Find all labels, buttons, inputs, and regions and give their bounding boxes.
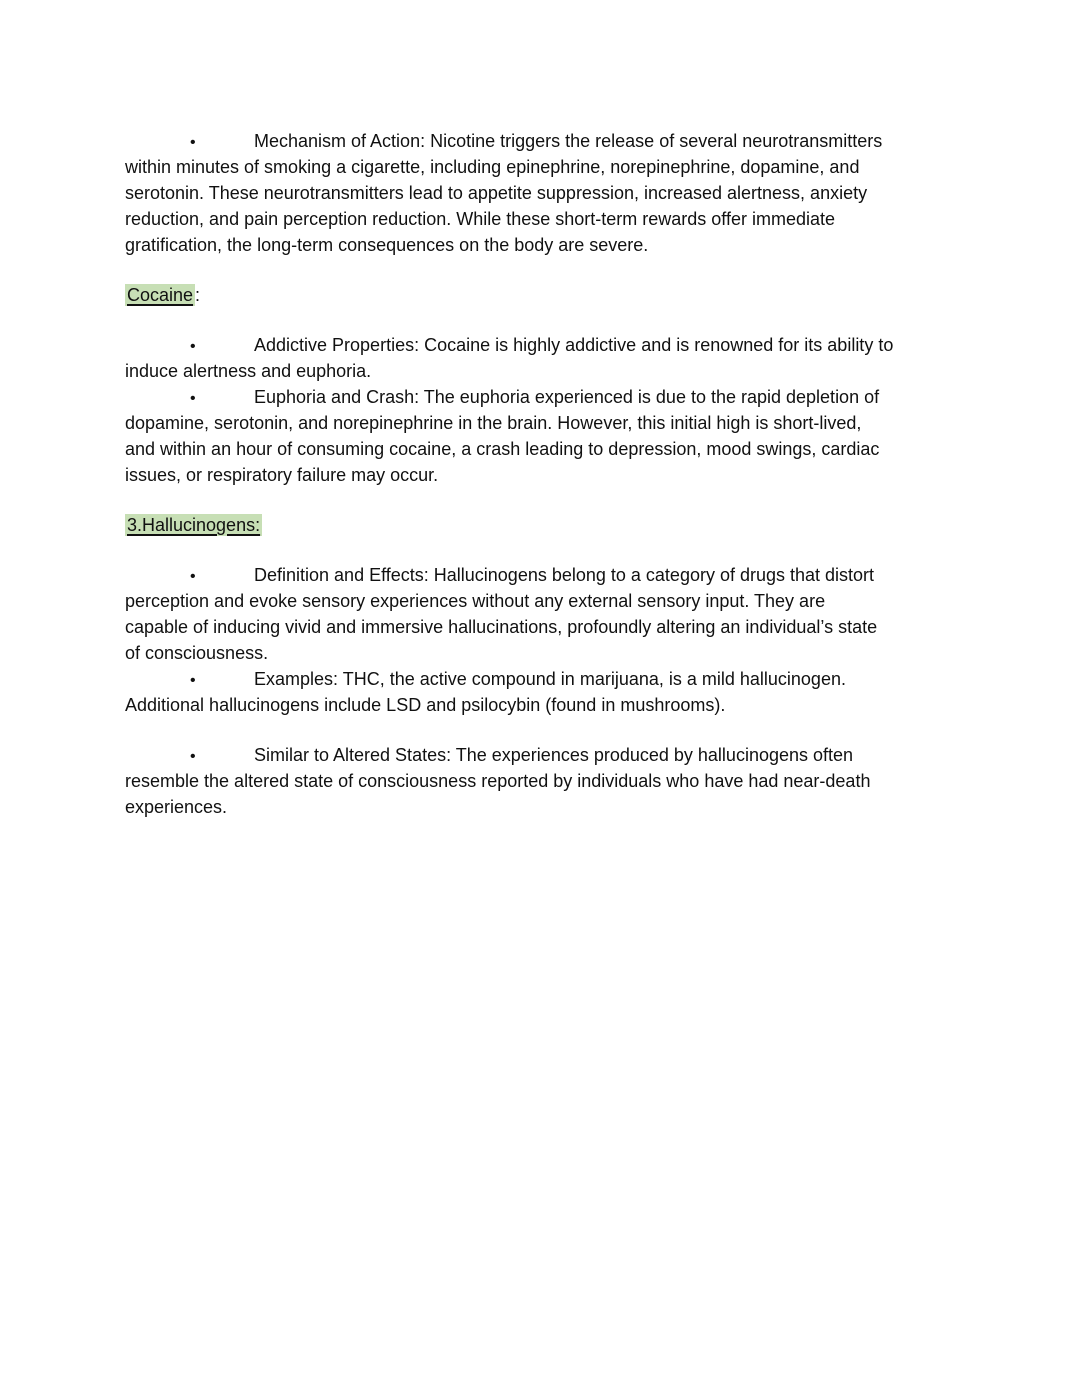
bullet-icon: •	[190, 672, 196, 689]
heading-line	[125, 512, 970, 538]
text-line	[125, 462, 970, 488]
text-line	[125, 410, 970, 436]
cocaine-addictive-properties-paragraph	[125, 332, 970, 384]
text-run: Similar to Altered States: The experiences produced by hallucinogens often	[254, 745, 854, 765]
text-run: experiences.	[125, 797, 228, 817]
text-run: Mechanism of Action: Nicotine triggers the release of several neurotransmitters	[254, 131, 883, 151]
cocaine-euphoria-crash-paragraph	[125, 384, 970, 488]
text-line	[125, 232, 970, 258]
text-line	[125, 640, 970, 666]
text-line	[125, 358, 970, 384]
hallucinogens-heading	[125, 512, 970, 538]
nicotine-mechanism-paragraph	[125, 128, 970, 258]
text-run: of consciousness.	[125, 643, 269, 663]
bullet-icon: •	[190, 390, 196, 407]
text-run: capable of inducing vivid and immersive hallucinations, profoundly altering an individual’s state	[125, 617, 878, 637]
text-line	[125, 332, 970, 358]
text-run: reduction, and pain perception reduction. While these short-term rewards offer immediate	[125, 209, 836, 229]
bullet-icon: •	[190, 568, 196, 585]
text-run: resemble the altered state of consciousness reported by individuals who have had near-death	[125, 771, 871, 791]
hallucinogens-definition-paragraph	[125, 562, 970, 666]
text-run: serotonin. These neurotransmitters lead to appetite suppression, increased alertness, anxiety	[125, 183, 868, 203]
heading-line	[125, 282, 970, 308]
bullet-icon: •	[190, 748, 196, 765]
text-run: induce alertness and euphoria.	[125, 361, 372, 381]
hallucinogens-altered-states-paragraph	[125, 742, 970, 820]
hallucinogens-examples-paragraph	[125, 666, 970, 718]
text-line	[125, 588, 970, 614]
bullet-icon: •	[190, 338, 196, 355]
text-run: Addictive Properties: Cocaine is highly addictive and is renowned for its ability to	[254, 335, 894, 355]
highlighted-heading-text: Cocaine	[127, 285, 194, 305]
text-line	[125, 614, 970, 640]
highlighted-heading-text: 3.Hallucinogens:	[127, 515, 261, 535]
text-line	[125, 180, 970, 206]
text-run: gratification, the long-term consequences on the body are severe.	[125, 235, 649, 255]
text-run: Euphoria and Crash: The euphoria experienced is due to the rapid depletion of	[254, 387, 880, 407]
text-line	[125, 742, 970, 768]
text-line	[125, 794, 970, 820]
text-line	[125, 768, 970, 794]
text-run: perception and evoke sensory experiences without any external sensory input. They are	[125, 591, 826, 611]
cocaine-heading	[125, 282, 970, 308]
text-run: issues, or respiratory failure may occur.	[125, 465, 439, 485]
text-line	[125, 562, 970, 588]
text-run: within minutes of smoking a cigarette, including epinephrine, norepinephrine, dopamine, and	[125, 157, 860, 177]
text-run: Examples: THC, the active compound in marijuana, is a mild hallucinogen.	[254, 669, 846, 689]
text-run: Additional hallucinogens include LSD and psilocybin (found in mushrooms).	[125, 695, 726, 715]
heading-suffix: :	[195, 285, 201, 305]
text-line	[125, 384, 970, 410]
text-line	[125, 436, 970, 462]
text-run: dopamine, serotonin, and norepinephrine in the brain. However, this initial high is short-lived,	[125, 413, 862, 433]
text-line	[125, 154, 970, 180]
text-line	[125, 128, 970, 154]
bullet-icon: •	[190, 134, 196, 151]
text-line	[125, 692, 970, 718]
text-line	[125, 206, 970, 232]
text-line	[125, 666, 970, 692]
text-run: and within an hour of consuming cocaine, a crash leading to depression, mood swings, cardiac	[125, 439, 880, 459]
text-run: Definition and Effects: Hallucinogens belong to a category of drugs that distort	[254, 565, 875, 585]
